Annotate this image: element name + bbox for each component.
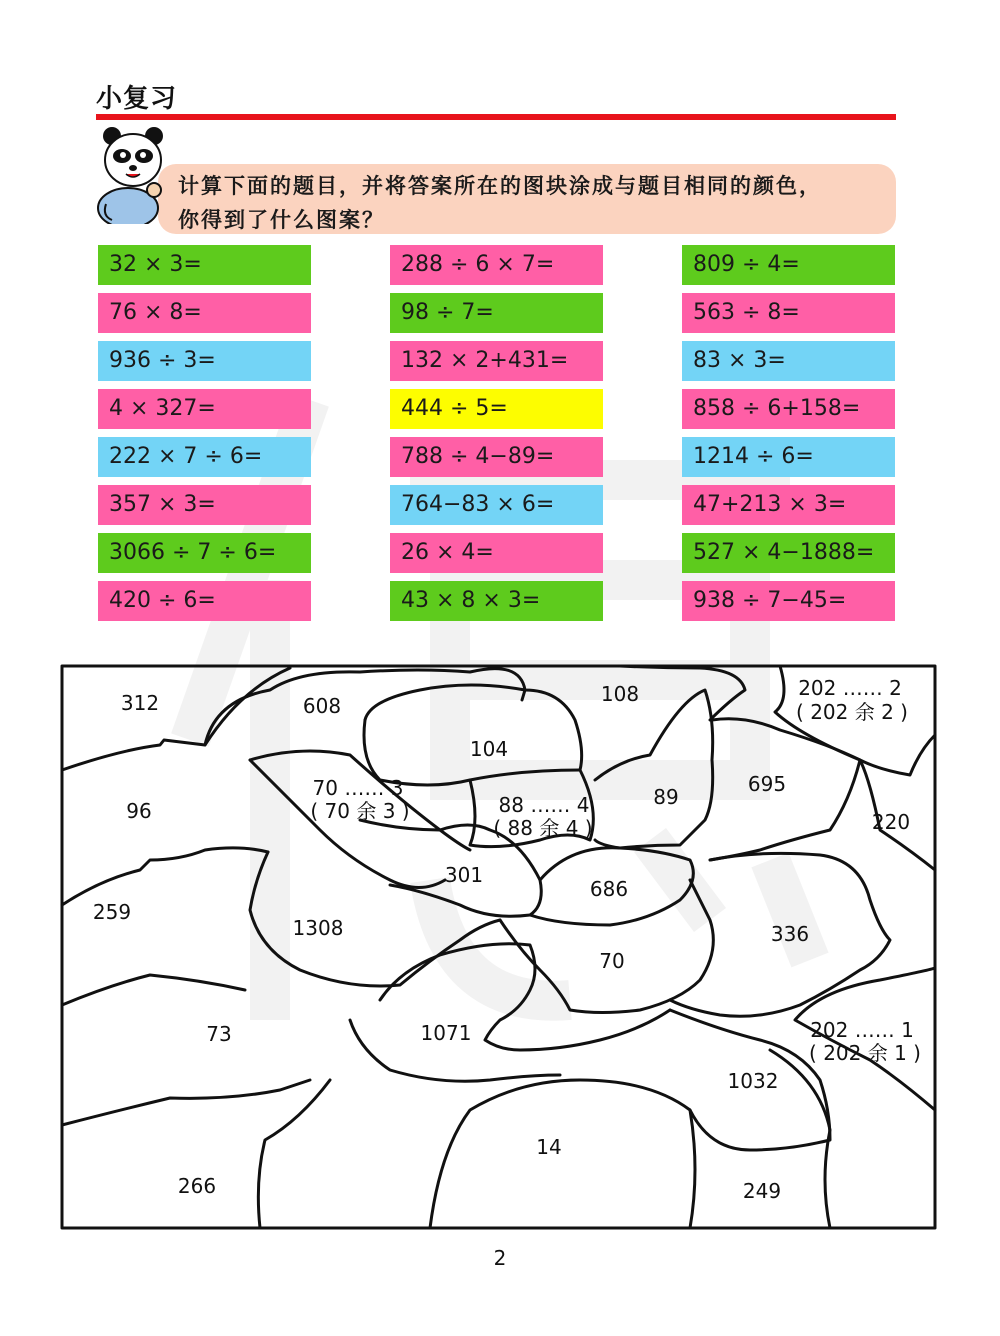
region-label: ( 202 余 2 ) — [796, 700, 908, 724]
region-label: 70 — [599, 949, 625, 973]
region-label: 96 — [126, 799, 152, 823]
instruction-line-2: 你得到了什么图案？ — [178, 207, 385, 232]
problem-box: 98 ÷ 7= — [390, 293, 603, 333]
petal-1032 — [670, 1010, 830, 1150]
problem-box: 43 × 8 × 3= — [390, 581, 603, 621]
leaf-bottom-left — [62, 1080, 310, 1125]
region-label: 202 …… 1 — [810, 1018, 914, 1042]
leaf-top-left — [62, 668, 290, 770]
leaf-bottom-left-2 — [258, 1080, 330, 1228]
problem-box: 938 ÷ 7−45= — [682, 581, 895, 621]
region-label: 104 — [469, 737, 509, 761]
petal-70r3 — [250, 760, 445, 888]
problem-box: 26 × 4= — [390, 533, 603, 573]
leaf-bottom-right — [770, 1050, 830, 1228]
region-label: 14 — [536, 1135, 562, 1159]
problem-box: 83 × 3= — [682, 341, 895, 381]
problem-box: 809 ÷ 4= — [682, 245, 895, 285]
problem-box: 527 × 4−1888= — [682, 533, 895, 573]
region-label: ( 70 余 3 ) — [310, 799, 410, 823]
region-label: 336 — [770, 922, 810, 946]
picture-frame — [62, 666, 935, 1228]
problem-box: 1214 ÷ 6= — [682, 437, 895, 477]
region-label: 89 — [653, 785, 679, 809]
panda-mascot-icon — [92, 124, 182, 224]
problem-box: 132 × 2+431= — [390, 341, 603, 381]
problem-box: 4 × 327= — [98, 389, 311, 429]
petal-1308 — [250, 852, 500, 986]
petal-301 — [360, 820, 541, 916]
problem-box: 222 × 7 ÷ 6= — [98, 437, 311, 477]
problem-box: 563 ÷ 8= — [682, 293, 895, 333]
title-underline — [96, 114, 896, 120]
problem-box: 76 × 8= — [98, 293, 311, 333]
region-label: 220 — [871, 810, 911, 834]
region-label: ( 202 余 1 ) — [809, 1041, 921, 1065]
petal-back-right — [620, 666, 745, 720]
petal-1071-lower — [350, 1020, 560, 1081]
petal-back-left — [205, 669, 525, 745]
leaf-right-lower — [795, 968, 935, 1110]
region-label: 1032 — [727, 1069, 779, 1093]
instruction-line-1: 计算下面的题目，并将答案所在的图块涂成与题目相同的颜色， — [178, 173, 822, 198]
petal-1071 — [380, 944, 670, 1050]
leaf-right-upper — [860, 735, 935, 870]
leaf-left-upper — [62, 848, 268, 905]
petal-back-top — [365, 685, 582, 770]
petal-left-curl — [250, 751, 470, 850]
petal-336 — [670, 853, 890, 1016]
region-label: 301 — [444, 863, 484, 887]
region-label: 108 — [600, 682, 640, 706]
section-title: 小复习 — [96, 84, 178, 114]
petal-89 — [595, 690, 713, 848]
problem-box: 288 ÷ 6 × 7= — [390, 245, 603, 285]
region-label: 266 — [177, 1174, 217, 1198]
region-label: 1071 — [420, 1021, 472, 1045]
leaf-left-lower — [62, 975, 245, 1005]
region-label: 686 — [589, 877, 629, 901]
region-label: 695 — [747, 772, 787, 796]
page-number: 2 — [493, 1246, 507, 1270]
problem-box: 47+213 × 3= — [682, 485, 895, 525]
problem-box: 858 ÷ 6+158= — [682, 389, 895, 429]
problem-box: 3066 ÷ 7 ÷ 6= — [98, 533, 311, 573]
region-label: 73 — [206, 1022, 232, 1046]
petal-686 — [530, 848, 693, 925]
leaf-bottom-mid — [430, 1080, 695, 1228]
problem-box: 444 ÷ 5= — [390, 389, 603, 429]
petal-88r4 — [470, 770, 593, 847]
region-label: 249 — [742, 1179, 782, 1203]
region-label: 70 …… 3 — [312, 776, 404, 800]
problem-box: 357 × 3= — [98, 485, 311, 525]
problem-box: 936 ÷ 3= — [98, 341, 311, 381]
problem-box: 764−83 × 6= — [390, 485, 603, 525]
region-label: 88 …… 4 — [498, 793, 590, 817]
region-label: 312 — [120, 691, 160, 715]
problem-box: 420 ÷ 6= — [98, 581, 311, 621]
region-label: 259 — [92, 900, 132, 924]
leaf-top-right — [775, 666, 860, 760]
problem-box: 32 × 3= — [98, 245, 311, 285]
problem-box: 788 ÷ 4−89= — [390, 437, 603, 477]
petal-104 — [364, 720, 580, 785]
region-label: ( 88 余 4 ) — [493, 816, 593, 840]
petal-695 — [710, 719, 860, 860]
region-label: 1308 — [292, 916, 344, 940]
petal-70 — [500, 880, 713, 1013]
region-label: 608 — [302, 694, 342, 718]
region-label: 202 …… 2 — [798, 676, 902, 700]
